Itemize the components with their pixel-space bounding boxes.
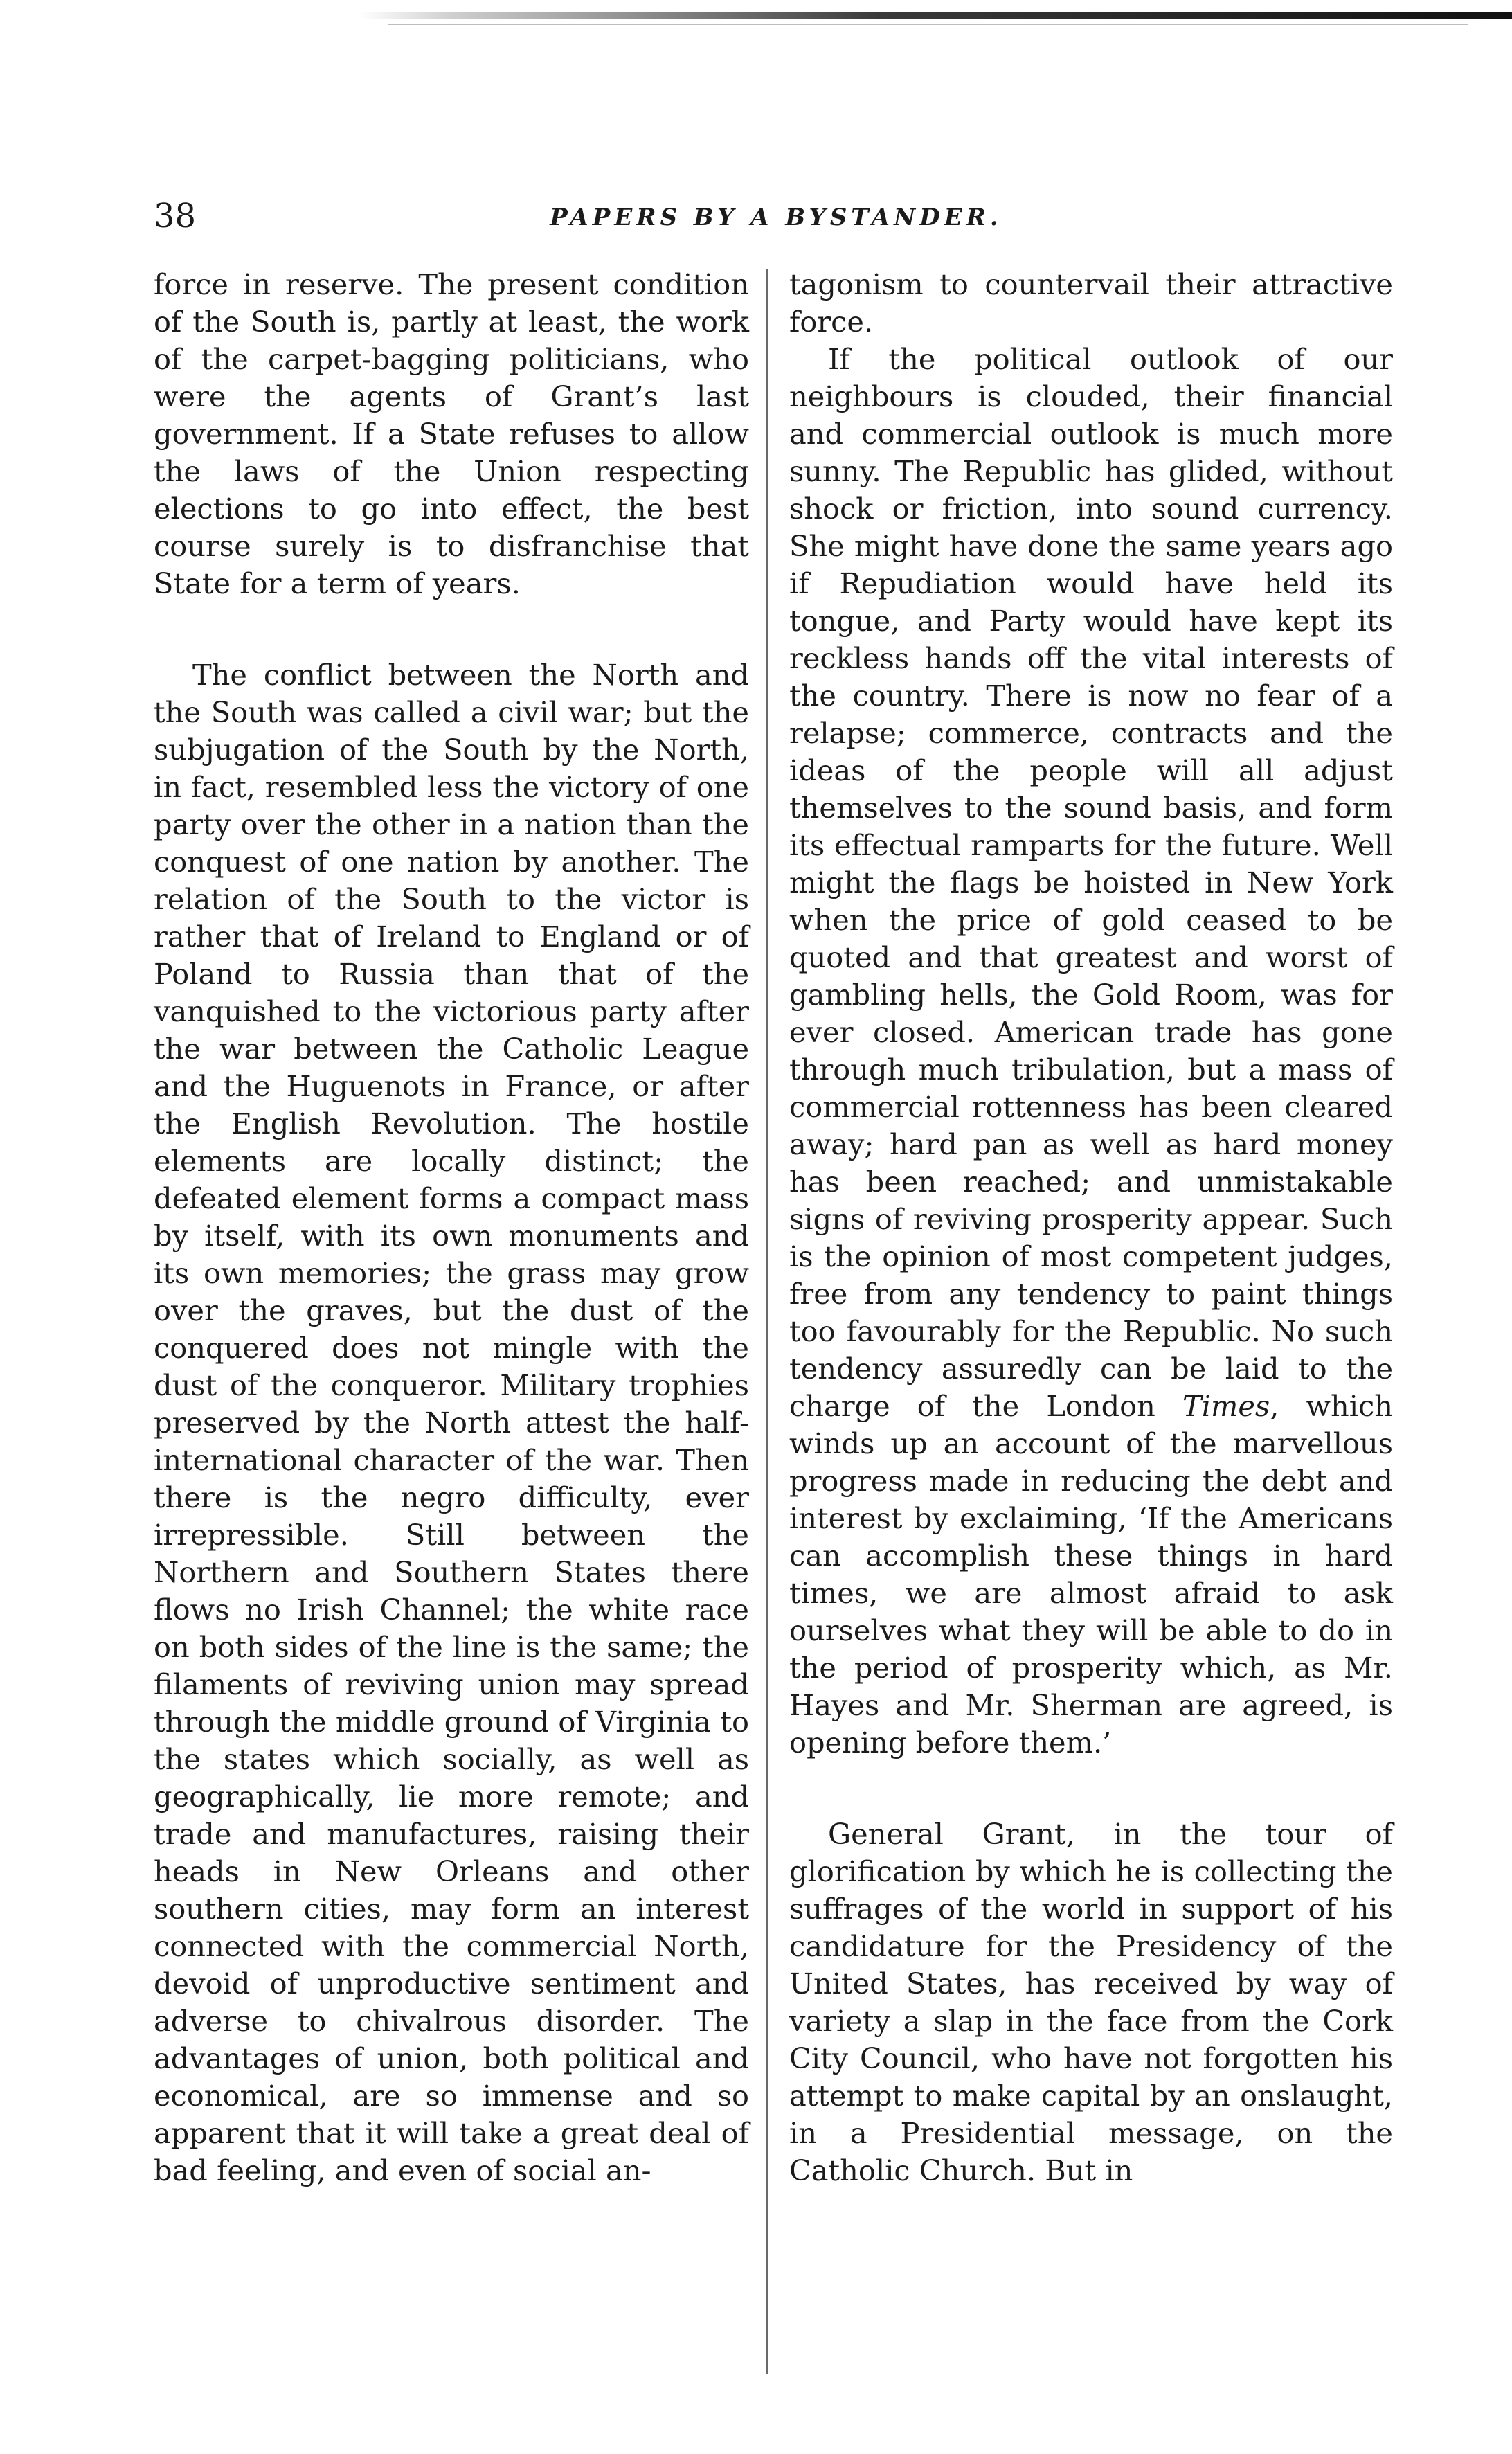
paragraph bbox=[789, 341, 1393, 1762]
left-column bbox=[154, 266, 749, 2189]
text-run: , which winds up an account of the marvellous progress made in reducing the debt and interest by exclaiming, ‘If the Americans can accomplish these things in hard times, we are almost afraid to ask ourselves what they will be able to do in the period of prosperity which, as Mr. Hayes and Mr. Sherman are agreed, is opening before them.’ bbox=[789, 1389, 1393, 1759]
right-column bbox=[789, 266, 1393, 2189]
newspaper-title: Times bbox=[1182, 1389, 1270, 1423]
column-divider bbox=[766, 269, 768, 2374]
top-page-rule bbox=[360, 12, 1512, 19]
paragraph: The conflict between the North and the South was called a civil war; but the subjugation of the South by the North, in fact, resembled less the victory of one party over the other in a nation than the conquest of one nation by another. The relation of the South to the victor is rather that of Ireland to England or of Poland to Russia than that of the vanquished to the victorious party after the war between the Catholic League and the Huguenots in France, or after the English Revolution. The hostile elements are locally distinct; the defeated element forms a compact mass by itself, with its own monuments and its own memories; the grass may grow over the graves, but the dust of the conquered does not mingle with the dust of the conqueror. Military trophies preserved by the North attest the half-international character of the war. Then there is the negro difficulty, ever irrepressible. Still between the Northern and Southern States there flows no Irish Channel; the white race on both sides of the line is the same; the filaments of reviving union may spread through the middle ground of Virginia to the states which socially, as well as geographically, lie more remote; and trade and manufactures, raising their heads in New Orleans and other southern cities, may form an interest connected with the commercial North, devoid of unproductive sentiment and adverse to chivalrous disorder. The advantages of union, both political and economical, are so immense and so apparent that it will take a great deal of bad feeling, and even of social an- bbox=[154, 658, 749, 2187]
running-title: PAPERS BY A BYSTANDER. bbox=[550, 204, 1002, 231]
top-page-rule-thin bbox=[388, 24, 1468, 25]
text-run: If the political outlook of our neighbours is clouded, their financial and commercial outlook is much more sunny. The Republic has glided, without shock or friction, into sound currency. She might have done the same years ago if Repudiation would have held its tongue, and Party would have kept its reckless hands off the vital interests of the country. There is now no fear of a relapse; commerce, contracts and the ideas of the people will all adjust themselves to the sound basis, and form its effectual ramparts for the future. Well might the flags be hoisted in New York when the price of gold ceased to be quoted and that greatest and worst of gambling hells, the Gold Room, was for ever closed. American trade has gone through much tribulation, but a mass of commercial rottenness has been cleared away; hard pan as well as hard money has been reached; and unmistakable signs of reviving prosperity appear. Such is the opinion of most competent judges, free from any tendency to paint things too favourably for the Republic. No such tendency assuredly can be laid to the charge of the London bbox=[789, 342, 1393, 1423]
paragraph: force in reserve. The present condition of the South is, partly at least, the work of the carpet-bagging politicians, who were the agents of Grant’s last government. If a State refuses to allow the laws of the Union respecting elections to go into effect, the best course surely is to disfranchise that State for a term of years. bbox=[154, 267, 749, 600]
page-number: 38 bbox=[154, 197, 197, 235]
page-header bbox=[154, 195, 1398, 238]
paragraph: tagonism to countervail their attractive force. bbox=[789, 267, 1393, 339]
paragraph: General Grant, in the tour of glorification by which he is collecting the suffrages of the world in support of his candidature for the Presidency of the United States, has received by way of variety a slap in the face from the Cork City Council, who have not forgotten his attempt to make capital by an onslaught, in a Presidential message, on the Catholic Church. But in bbox=[789, 1817, 1393, 2187]
